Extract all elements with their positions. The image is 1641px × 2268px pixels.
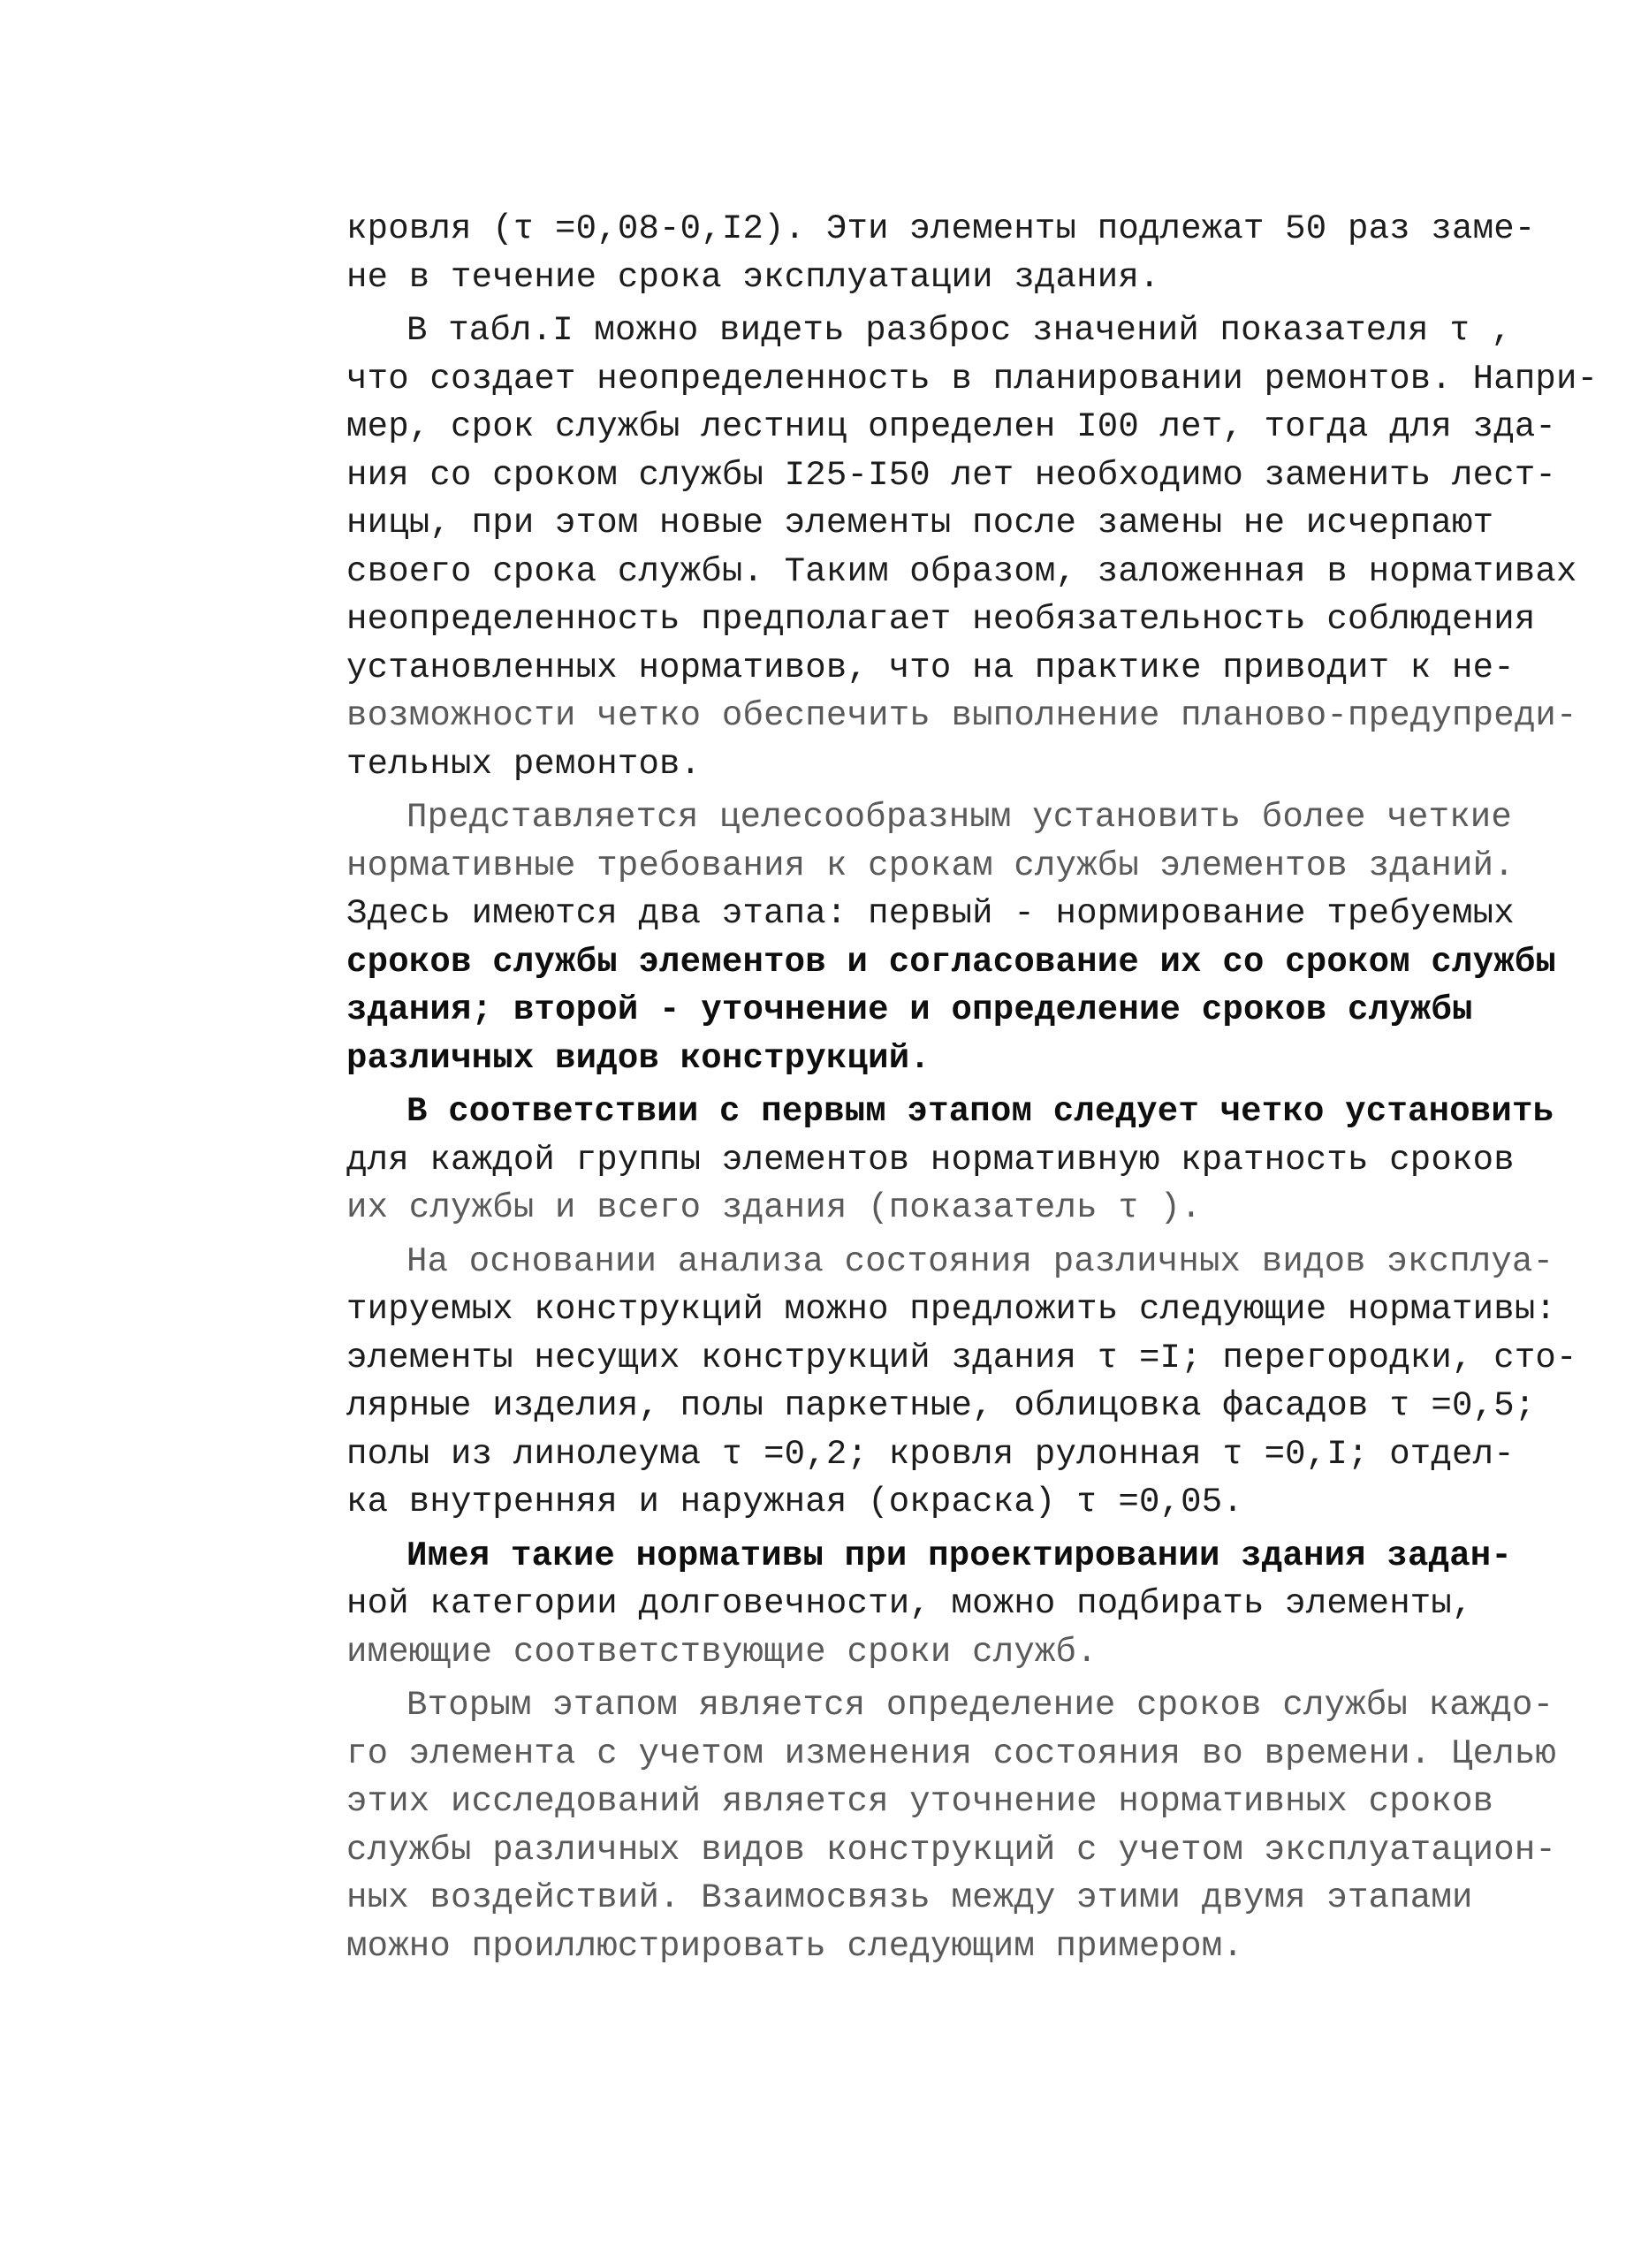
- text-line: нормативные требования к срокам службы элементов зданий.: [346, 846, 1515, 885]
- text-line: различных видов конструкций.: [346, 1038, 931, 1078]
- text-line: своего срока службы. Таким образом, заложенная в нормативах: [346, 551, 1577, 591]
- text-line: имеющие соответствующие сроки служб.: [346, 1632, 1098, 1672]
- text-line: неопределенность предполагает необязательность соблюдения: [346, 600, 1536, 639]
- text-line: установленных нормативов, что на практике приводит к не-: [346, 648, 1515, 687]
- text-line: для каждой группы элементов нормативную кратность сроков: [346, 1140, 1515, 1180]
- text-line: этих исследований является уточнение нормативных сроков: [346, 1782, 1494, 1821]
- text-line: их службы и всего здания (показатель τ ).: [346, 1188, 1202, 1227]
- text-line: ных воздействий. Взаимосвязь между этими двумя этапами: [346, 1878, 1473, 1917]
- paragraph-start-line: В табл.I можно видеть разброс значений показателя τ ,: [406, 311, 1513, 350]
- text-line: Здесь имеются два этапа: первый - нормирование требуемых: [346, 894, 1515, 933]
- text-line: ка внутренняя и наружная (окраска) τ =0,05.: [346, 1483, 1243, 1521]
- text-line: что создает неопределенность в планировании ремонтов. Напри-: [346, 359, 1599, 398]
- text-line: тируемых конструкций можно предложить следующие нормативы:: [346, 1290, 1557, 1329]
- text-line: элементы несущих конструкций здания τ =I; перегородки, сто-: [346, 1338, 1577, 1377]
- text-line: можно проиллюстрировать следующим примером.: [346, 1926, 1243, 1966]
- text-line: возможности четко обеспечить выполнение планово-предупреди-: [346, 696, 1577, 735]
- text-line: го элемента с учетом изменения состояния во времени. Целью: [346, 1733, 1557, 1773]
- paragraph-start-line: Представляется целесообразным установить более четкие: [406, 798, 1513, 837]
- text-line: не в течение срока эксплуатации здания.: [346, 257, 1160, 297]
- text-line: здания; второй - уточнение и определение сроков службы: [346, 990, 1473, 1029]
- text-line: службы различных видов конструкций с учетом эксплуатацион-: [346, 1830, 1557, 1870]
- text-line: тельных ремонтов.: [346, 744, 702, 784]
- text-line: ния со сроком службы I25-I50 лет необходимо заменить лест-: [346, 455, 1557, 495]
- text-line: ной категории долговечности, можно подбирать элементы,: [346, 1584, 1473, 1623]
- document-body: [346, 205, 1599, 1970]
- text-line: сроков службы элементов и согласование их со сроком службы: [346, 942, 1557, 982]
- paragraph-start-line: В соответствии с первым этапом следует четко установить: [406, 1092, 1554, 1131]
- paragraph-start-line: Вторым этапом является определение сроков службы каждо-: [406, 1686, 1554, 1725]
- paragraph-start-line: На основании анализа состояния различных видов эксплуа-: [406, 1241, 1554, 1281]
- paragraph-start-line: Имея такие нормативы при проектировании здания задан-: [406, 1536, 1513, 1575]
- text-line: полы из линолеума τ =0,2; кровля рулонная τ =0,I; отдел-: [346, 1434, 1515, 1474]
- text-line: ницы, при этом новые элементы после замены не исчерпают: [346, 504, 1494, 542]
- text-line: мер, срок службы лестниц определен I00 лет, тогда для зда-: [346, 407, 1557, 446]
- text-line: лярные изделия, полы паркетные, облицовка фасадов τ =0,5;: [346, 1386, 1536, 1425]
- text-line: кровля (τ =0,08-0,I2). Эти элементы подлежат 50 раз заме-: [346, 209, 1536, 248]
